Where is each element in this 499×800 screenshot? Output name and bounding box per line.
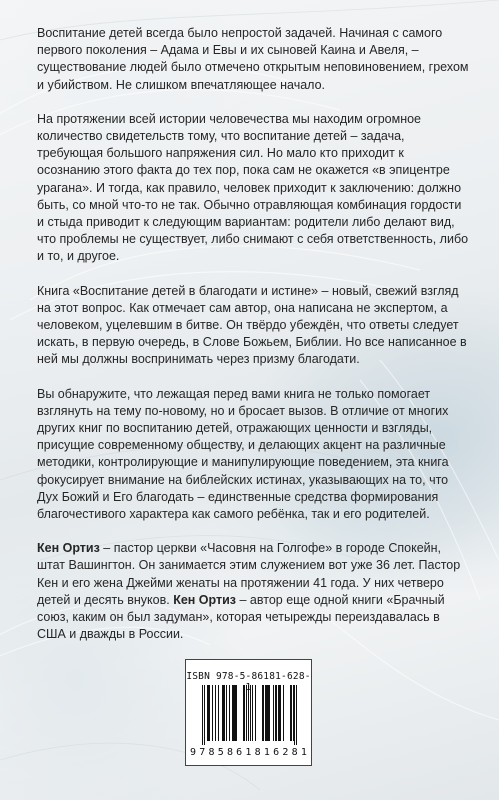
barcode-digit: 6 — [236, 747, 243, 758]
barcode-bar — [276, 685, 277, 741]
barcode-digit: 8 — [208, 747, 215, 758]
barcode-bar — [263, 685, 264, 741]
barcode-bar — [209, 685, 210, 741]
barcode-digit: 8 — [254, 747, 261, 758]
barcode-bar — [202, 685, 203, 745]
barcode-bar — [215, 685, 216, 741]
author-name: Кен Ортиз — [37, 541, 100, 556]
barcode-bar — [290, 685, 291, 741]
barcode-digit: 9 — [190, 747, 197, 758]
barcode-bar — [255, 685, 256, 741]
barcode-bar — [204, 685, 205, 745]
barcode-bar — [283, 685, 284, 741]
barcode-digit: 6 — [273, 747, 280, 758]
barcode-digit: 5 — [217, 747, 224, 758]
barcode-bar — [275, 685, 276, 741]
barcode-bar — [246, 685, 247, 741]
barcode-bar — [279, 685, 280, 741]
barcode-bar — [226, 685, 227, 741]
barcode-bar — [208, 685, 209, 741]
barcode-bar — [229, 685, 230, 741]
author-name-second: Кен Ортиз — [173, 592, 237, 607]
barcode-digit: 1 — [300, 747, 307, 758]
barcode-bar — [273, 685, 274, 741]
history-paragraph: На протяжении всей истории человечества мы находим огромное количество свидетельств тому, что воспитание детей – задача, требующая большого напряжения сил. Но мало кто приходит к осознанию этого факта до тех пор, пока сам не окажется «в эпицентре урагана». И тогда, как правило, человек приходит к заключению: должно быть, со мной что-то не так. Обычно отравляющая комбинация гордости и стыда приводит к следующим вариантам: родители либо делают вид, что проблемы не существует, либо снимают с себя ответственность, либо и то, и другое. — [37, 111, 469, 264]
barcode-bar — [212, 685, 213, 741]
barcode-bar — [250, 685, 251, 741]
barcode-bar — [222, 685, 223, 741]
barcode-bar — [223, 685, 224, 741]
book-description-paragraph: Книга «Воспитание детей в благодати и истине» – новый, свежий взгляд на этот вопрос. Как отмечает сам автор, она написана не экспертом, а человеком, уцелевшим в битве. Он твёрдо убеждён, что ответы следует искать, в первую очередь, в Слове Божьем, Библии. Но все написанное в ней мы должны воспринимать через призму благодати. — [37, 283, 467, 367]
barcode-bar — [207, 685, 208, 741]
barcode-bar — [280, 685, 281, 741]
barcode-bar — [234, 685, 235, 741]
barcode-bar — [244, 685, 245, 741]
barcode-bar — [243, 685, 244, 741]
back-cover-text — [37, 25, 469, 661]
barcode-bar — [269, 685, 270, 741]
barcode-digits — [190, 747, 307, 758]
barcode-bar — [278, 685, 279, 741]
barcode-bar — [252, 685, 253, 741]
author-bio-paragraph — [37, 540, 469, 643]
challenge-paragraph: Вы обнаружите, что лежащая перед вами книга не только помогает взглянуть на тему по-новому, но и бросает вызов. В отличие от многих других книг по воспитанию детей, отражающих ценности и взгляды, присущие современному обществу, и делающих акцент на различные методики, контролирующие и манипулирующие поведением, эта книга фокусирует внимание на библейских истинах, указывающих на то, что Дух Божий и Его благодать – единственные средства формирования благочестивого характера как самого ребёнка, так и его родителей. — [37, 386, 449, 522]
author-bio-text-2: – автор еще одной книги «Брачный союз, каким он был задуман», которая четырежды переиздавалась в США и дважды в России. — [37, 592, 445, 642]
author-bio-text-1: – пастор церкви «Часовня на Голгофе» в городе Спокейн, штат Вашингтон. Он занимается этим служением вот уже 36 лет. Пастор Кен и его жена Джейми женаты на протяжении 41 года. У них четверо детей и десять внуков. — [37, 541, 461, 607]
barcode-bars — [202, 685, 297, 745]
barcode-digit: 8 — [226, 747, 233, 758]
barcode-bar — [293, 685, 294, 741]
barcode-bar — [224, 685, 225, 741]
intro-paragraph: Воспитание детей всегда было непростой задачей. Начиная с самого первого поколения – Адама и Евы и их сыновей Каина и Авеля, – существование людей было отмечено открытым неповиновением, грехом и убийством. Не слишком впечатляющее начало. — [37, 26, 469, 92]
barcode-bar — [267, 685, 268, 741]
barcode-digit: 2 — [282, 747, 289, 758]
barcode-bar — [248, 685, 249, 741]
barcode-bar — [296, 685, 297, 745]
barcode-bar — [232, 685, 233, 741]
barcode-bar — [294, 685, 295, 745]
barcode-bar — [268, 685, 269, 741]
barcode-bar — [233, 685, 234, 741]
barcode-digit: 1 — [245, 747, 252, 758]
barcode-bar — [218, 685, 219, 741]
barcode-bar — [262, 685, 263, 741]
barcode-digit: 1 — [263, 747, 270, 758]
barcode-bar — [265, 685, 266, 741]
isbn-barcode-box — [185, 659, 312, 766]
barcode-digit: 7 — [199, 747, 206, 758]
barcode-bar — [266, 685, 267, 741]
barcode-bar — [291, 685, 292, 741]
barcode-bar — [236, 685, 237, 741]
isbn-number: ISBN 978-5-86181-628-1 — [186, 671, 311, 693]
barcode-digit: 8 — [291, 747, 298, 758]
barcode-bar — [235, 685, 236, 741]
